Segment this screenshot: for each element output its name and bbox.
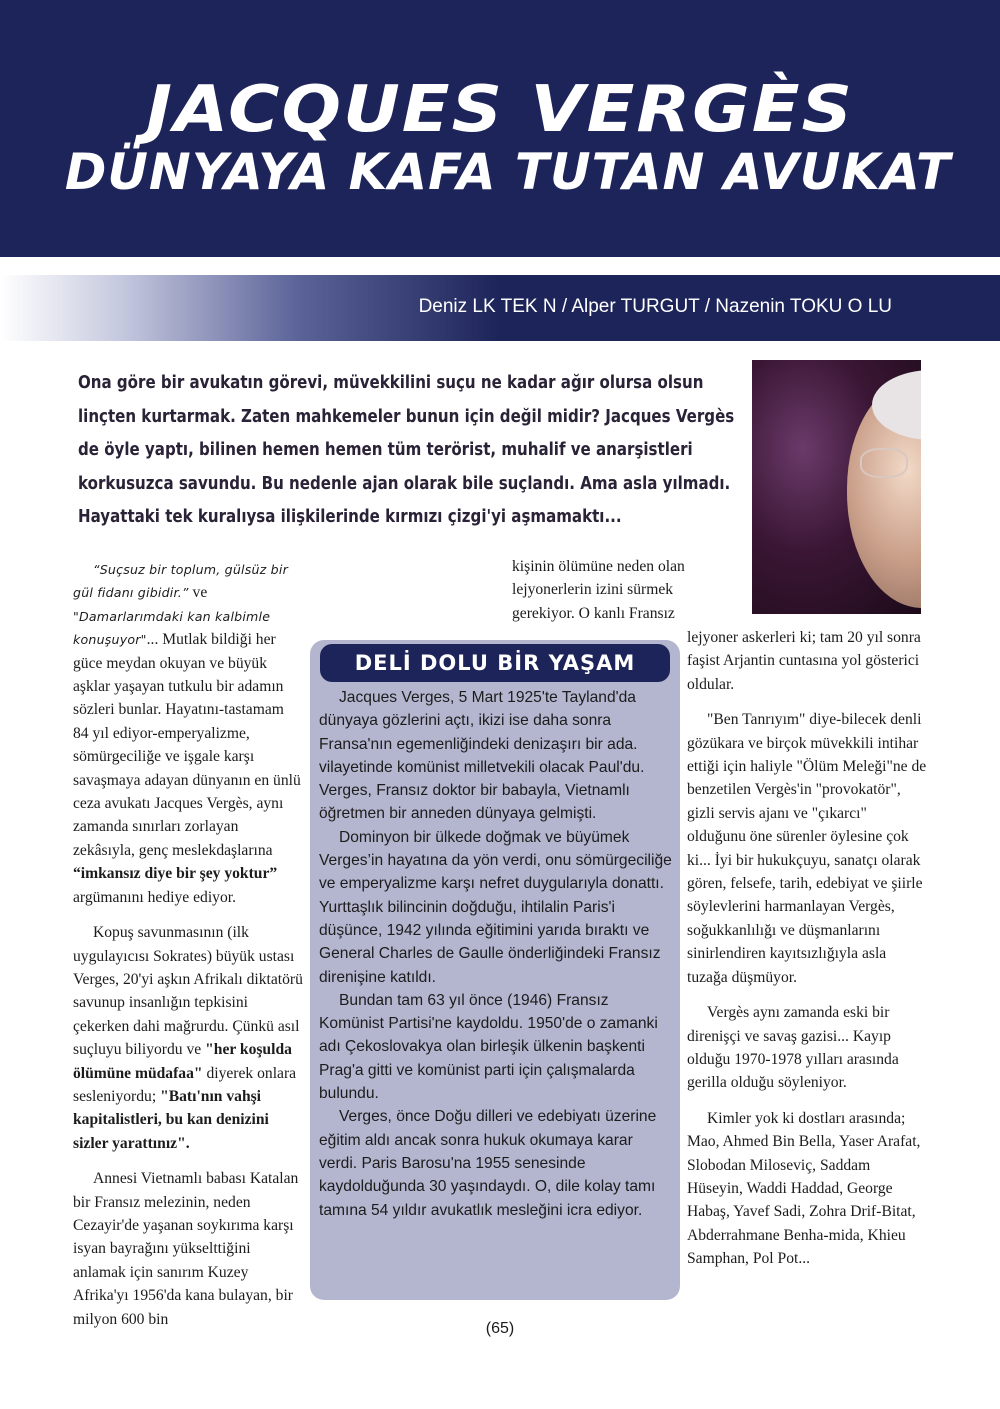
legion-paragraph: lejyoner askerleri ki; tam 20 yıl sonra faşist Arjantin cuntasına yol gösterici oldular.	[687, 629, 921, 693]
quote-blood: "Damarlarımdaki kan kalbimle konuşuyor"	[73, 608, 271, 648]
column2-text: kişinin ölümüne neden olan lejyonerlerin izini sürmek gerekiyor. O kanlı Fransız	[512, 558, 685, 622]
intro-paragraph: “Suçsuz bir toplum, gülsüz bir gül fidanı gibidir.” ve "Damarlarımdaki kan kalbimle konuşuyor"... Mutlak bildiği her güce meydan okuyan ve büyük aşklar yaşayan tutkulu bir adamın sözleri bunlar. Hayatını-tastamam 84 yıl ediyor-emperyalizme, sömürgeciliğe ve işgale karşı savaşmaya adayan dünyanın en ünlü ceza avukatı Jacques Vergès, aynı zamanda sınırları zorlayan zekâsıyla, genç meslekdaşlarına “imkansız diye bir şey yoktur” argümanını hediye ediyor.	[73, 562, 301, 906]
guerrilla-paragraph: Vergès aynı zamanda eski bir direnişçi ve savaş gazisi... Kayıp olduğu 1970-1978 yılları arasında gerilla olduğu söyleniyor.	[687, 1004, 899, 1092]
author-credits: Deniz LK TEK N / Alper TURGUT / Nazenin TOKU O LU	[418, 296, 892, 317]
bold-quote-defense: "her koşulda ölümüne müdafaa"	[73, 1041, 292, 1082]
bold-quote-capitalists: "Batı'nın vahşi kapitalistleri, bu kan denizini sizler yarattınız".	[73, 1087, 269, 1152]
bold-quote-impossible: “imkansız diye bir şey yoktur”	[73, 865, 278, 883]
lead-paragraph: Ona göre bir avukatın görevi, müvekkilini suçu ne kadar ağır olursa olsun linçten kurtarmak. Zaten mahkemeler bunun için değil midir? Jacques Vergès de öyle yaptı, bilinen hemen hemen tüm terörist, muhalif ve anarşistleri korkusuzca savundu. Bu nedenle ajan olarak bile suçlandı. Ama asla yılmadı. Hayattaki tek kuralıysa ilişkilerinde kırmızı çizgi'yi aşmamaktı...	[78, 373, 735, 527]
sidebar-title: DELİ DOLU BİR YAŞAM	[320, 644, 670, 682]
quote-rose: “Suçsuz bir toplum, gülsüz bir gül fidanı gibidir.”	[73, 562, 288, 601]
sidebar-text	[319, 686, 675, 1222]
page-title: JACQUES VERGÈS	[146, 71, 854, 147]
sidebar-paragraph: Bundan tam 63 yıl önce (1946) Fransız Komünist Partisi'ne kaydoldu. 1950'de o zamanki adı Çekoslovakya olan birleşik ülkenin başkenti Prag'a gitti ve komünist parti için çalışmalarda bulundu.	[319, 991, 658, 1103]
portrait-photo	[752, 360, 921, 614]
page-number: (65)	[485, 1320, 515, 1337]
rupture-defense-paragraph: Kopuş savunmasının (ilk uygulayıcısı Sokrates) büyük ustası Verges, 20'yi aşkın Afrikalı diktatörü savunup insanlığın tepkisini çekerken dahi mağrurdu. Çünkü asıl suçluyu biliyordu ve "her koşulda ölümüne müdafaa" diyerek onlara sesleniyordu; "Batı'nın vahşi kapitalistleri, bu kan denizini sizler yarattınız".	[73, 924, 303, 1152]
friends-paragraph: Kimler yok ki dostları arasında; Mao, Ahmed Bin Bella, Yaser Arafat, Slobodan Miloseviç, Saddam Hüseyin, Waddi Haddad, George Habaş, Yavef Sadi, Zohra Drif-Bitat, Abderrahmane Benha-mida, Khieu Samphan, Pol Pot...	[687, 1109, 921, 1268]
sidebar-paragraph: Verges, önce Doğu dilleri ve edebiyatı üzerine eğitim aldı ancak sonra hukuk okumaya karar verdi. Paris Barosu'na 1955 senesinde kaydolduğunda 30 yaşındaydı. O, dile kolay tamı tamına 54 yıldır avukatlık mesleğini icra ediyor.	[319, 1108, 657, 1219]
sidebar-paragraph: Dominyon bir ülkede doğmak ve büyümek Verges’in hayatına da yön verdi, onu sömürgeciliğe ve emperyalizme karşı nefret duygularıyla donattı. Yurttaşlık bilincinin doğduğu, ihtilalin Paris'i düşünce, 1942 yılında eğitimini yarıda bıraktı ve General Charles de Gaulle önderliğindeki Fransız direnişine katıldı.	[319, 828, 672, 986]
god-paragraph: "Ben Tanrıyım" diye-bilecek denli gözükara ve birçok müvekkili intihar ettiği için haliyle "Ölüm Meleği"ne de benzetilen Vergès'in "provokatör", gizli servis ajanı ve "çıkarcı" olduğunu öne sürenler öylesine çok ki... İyi bir hukukçuyu, sanatçı olarak gören, felsefe, tarih, edebiyat ve şiirle söylevlerini harmanlayan Vergès, soğukkanlılığı ve düşmanlarını sinirlendiren kayıtsızlığıyla asla tuzağa düşmüyor.	[687, 711, 927, 986]
portrait-glasses	[860, 448, 908, 478]
origin-paragraph: Annesi Vietnamlı babası Katalan bir Fransız melezinin, neden Cezayir'de yaşanan soykırıma karşı isyan bayrağını yükselttiğini anlamak için sanırım Kuzey Afrika'yı 1956'da kana bulayan, bir milyon 600 bin	[73, 1170, 299, 1328]
article-column-1	[73, 558, 303, 1331]
page-subtitle: DÜNYAYA KAFA TUTAN AVUKAT	[64, 143, 952, 201]
article-column-3	[687, 626, 927, 1271]
article-column-2	[512, 555, 702, 625]
sidebar-paragraph: Jacques Verges, 5 Mart 1925'te Tayland'da dünyaya gözlerini açtı, ikizi ise daha sonra Fransa'nın egemenliğindeki denizaşırı bir ada. vilayetinde komünist milletvekili olacak Paul'du. Verges, Fransız doktor bir babayla, Vietnamlı öğretmen bir anneden dünyaya gelmişti.	[319, 689, 645, 823]
